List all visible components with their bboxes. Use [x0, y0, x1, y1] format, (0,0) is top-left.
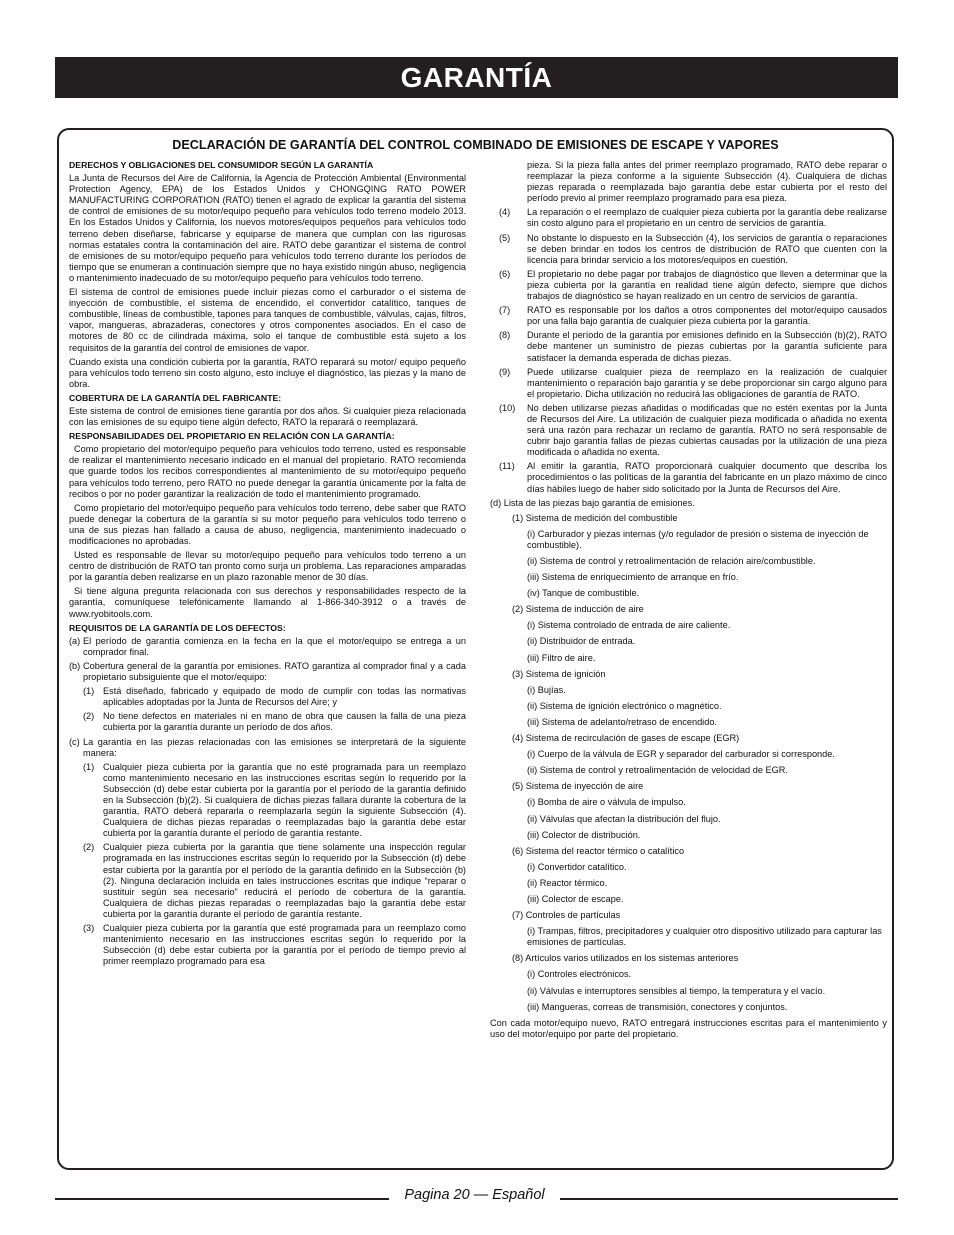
parts-list-item: (i) Trampas, filtros, precipitadores y cualquier otro dispositivo utilizado para capturar las emisiones de partículas.: [527, 926, 882, 948]
item-text: Durante el período de la garantía por emisiones definido en la Subsección (b)(2), RATO debe mantener un suministro de piezas cubiertas por la garantía suficiente para satisfacer la demanda esperada de dichas piezas.: [527, 330, 887, 363]
item-text: Cobertura general de la garantía por emisiones. RATO garantiza al comprador final y a cada propietario subsiguiente que el motor/equipo:: [83, 660, 466, 683]
warranty-box: [57, 128, 894, 1170]
footer-rule-left: [55, 1198, 389, 1200]
paragraph: La Junta de Recursos del Aire de California, la Agencia de Protección Ambiental (Environmental Protection Agency, EPA) de los Estados Unidos y CHONGQING RATO POWER MANUFACTURING CORPORATION (RATO) tienen el agrado de explicar la garantía del sistema de control de emisiones de su motor/equipo pequeño para vehículos todo terreno modelo 2013. En los Estados Unidos y California, los nuevos motores/equipos pequeños para vehículos todo terreno deben diseñarse, fabricarse y equiparse de manera que cumplan con las rigurosas normas estatales contra la contaminación del aire. RATO debe garantizar el sistema de control de emisiones de su motor/equipo pequeño para vehículos todo terreno durante los períodos de tiempo que se enumeran a continuación siempre que no haya existido ningún abuso, negligencia o mantenimiento inadecuado de su motor/equipo pequeño para vehículos todo terreno.: [69, 173, 466, 283]
list-item: [490, 207, 887, 229]
parts-list-item: (i) Bomba de aire o válvula de impulso.: [527, 797, 686, 808]
parts-list-item: (ii) Distribuidor de entrada.: [527, 636, 636, 647]
paragraph: Si tiene alguna pregunta relacionada con sus derechos y responsabilidades respecto de la garantía, comuníquese telefónicamente llamando al 1-866-340-3912 o a través de www.ryobitools.com.: [69, 586, 466, 619]
paragraph: El sistema de control de emisiones puede incluir piezas como el carburador o el sistema de inyección de combustible, el sistema de encendido, el convertidor catalítico, tanques de combustible, líneas de combustible, tapones para tanques de combustible, válvulas, cajas, filtros, vapor, mangueras, abrazaderas, conectores y otros componentes asociados. En el caso de motores de 80 cc de cilindrada máxima, solo el tanque de combustible está sujeto a los requisitos de la garantía del control de emisiones de vapor.: [69, 287, 466, 353]
item-text: El propietario no debe pagar por trabajos de diagnóstico que lleven a determinar que la pieza cubierta por la garantía en realidad tiene algún defecto, siempre que dichos trabajos de diagnóstico se hayan realizado en un centro de servicios de garantía.: [527, 268, 887, 302]
paragraph: Cuando exista una condición cubierta por la garantía, RATO reparará su motor/ equipo pequeño para vehículos todo terreno sin costo alguno, esto incluye el diagnóstico, las piezas y la mano de obra.: [69, 356, 466, 389]
parts-list-item: (iii) Colector de escape.: [527, 893, 624, 904]
list-item: [69, 661, 466, 683]
parts-group-heading: (3) Sistema de ignición: [512, 668, 606, 679]
section-heading: RESPONSABILIDADES DEL PROPIETARIO EN RELACIÓN CON LA GARANTÍA:: [69, 431, 395, 442]
section-heading: COBERTURA DE LA GARANTÍA DEL FABRICANTE:: [69, 392, 282, 403]
parts-list-item: (i) Controles electrónicos.: [527, 969, 632, 980]
parts-list-item: (iii) Sistema de adelanto/retraso de encendido.: [527, 716, 717, 727]
item-number: (6): [499, 268, 511, 279]
parts-group-heading: (2) Sistema de inducción de aire: [512, 604, 644, 615]
parts-list-item: (ii) Reactor térmico.: [527, 877, 608, 888]
list-item: [69, 636, 466, 658]
left-column: [69, 160, 466, 970]
page-footer: [55, 1187, 898, 1203]
list-item: [490, 269, 887, 302]
footer-rule-right: [560, 1198, 898, 1200]
parts-list-item: (i) Cuerpo de la válvula de EGR y separador del carburador si corresponde.: [527, 749, 835, 760]
item-text: No obstante lo dispuesto en la Subsección (4), los servicios de garantía o reparaciones se deben brindar en todos los centros de distribución de RATO que cuenten con la licencia para brindar servicio a los motores/equipos en cuestión.: [527, 232, 887, 265]
parts-list-item: (i) Convertidor catalítico.: [527, 861, 627, 872]
item-text: No tiene defectos en materiales ni en mano de obra que causen la falla de una pieza cubierta por la garantía durante un período de dos años.: [103, 711, 466, 733]
page-title: GARANTÍA: [400, 62, 553, 93]
parts-list-item: (ii) Sistema de control y retroalimentación de velocidad de EGR.: [527, 765, 788, 776]
item-text: Al emitir la garantía, RATO proporcionará cualquier documento que describa los procedimientos o las políticas de la garantía del fabricante en un plazo máximo de cinco días hábiles luego de haber sido solicitado por la Junta de Recursos del Aire.: [527, 461, 887, 494]
list-item: [490, 461, 887, 494]
item-text: No deben utilizarse piezas añadidas o modificadas que no estén exentas por la Junta de Recursos del Aire. La utilización de cualquier pieza modificada o añadida no exenta será una razón para rechazar un reclamo de garantía. RATO no será responsable de cubrir bajo garantía fallas de piezas cubiertas causadas por la utilización de una pieza modificada o añadida no exenta.: [527, 402, 887, 458]
list-item: [69, 923, 466, 967]
item-number: (3): [83, 923, 95, 933]
parts-list-item: (ii) Sistema de control y retroalimentación de relación aire/combustible.: [527, 556, 816, 566]
parts-list-item: (iii) Mangueras, correas de transmisión, conectores y conjuntos.: [527, 1001, 788, 1012]
item-number: (c): [69, 736, 80, 747]
parts-group-heading: (1) Sistema de medición del combustible: [512, 512, 678, 523]
list-item: [69, 737, 466, 759]
paragraph: Usted es responsable de llevar su motor/equipo pequeño para vehículos todo terreno a un centro de distribución de RATO tan pronto como surja un problema. Las reparaciones amparadas por la garantía deben realizarse en un plazo razonable menor de 30 días.: [69, 550, 466, 583]
parts-list-item: (ii) Válvulas que afectan la distribución del flujo.: [527, 813, 721, 824]
paragraph: pieza. Si la pieza falla antes del primer reemplazo programado, RATO debe reparar o reemplazar la pieza conforme a la siguiente Subsección (4). Cualquiera de dichas piezas reparada o reemplazada bajo garantía debe estar cubierta por el resto del período previo al primer reemplazo programado para esa pieza.: [527, 160, 887, 204]
list-item: [490, 403, 887, 458]
paragraph: Como propietario del motor/equipo pequeño para vehículos todo terreno, debe saber que RATO puede denegar la cobertura de la garantía si su motor pequeño para vehículos todo terreno o una de sus piezas han fallado a causa de abuso, negligencia, mantenimiento inadecuado o modificaciones no aprobadas.: [69, 502, 466, 546]
parts-group-heading: (4) Sistema de recirculación de gases de escape (EGR): [512, 733, 740, 744]
page-banner: [55, 57, 898, 98]
item-text: Cualquier pieza cubierta por la garantía que esté programada para un reemplazo como mantenimiento necesario en las instrucciones escritas según lo requerido por la Subsección (d) debe estar cubierta por la garantía por el período de tiempo previo al primer reemplazo programado para esa: [103, 923, 466, 967]
list-item: [69, 711, 466, 733]
item-text: La reparación o el reemplazo de cualquier pieza cubierta por la garantía debe realizarse sin costo alguno para el propietario en un centro de servicios de garantía.: [527, 207, 887, 229]
parts-group-heading: (8) Artículos varios utilizados en los sistemas anteriores: [512, 953, 739, 964]
list-item: [490, 305, 887, 327]
box-title: DECLARACIÓN DE GARANTÍA DEL CONTROL COMBINADO DE EMISIONES DE ESCAPE Y VAPORES: [172, 138, 779, 152]
closing-paragraph: Con cada motor/equipo nuevo, RATO entregará instrucciones escritas para el mantenimiento y uso del motor/equipo por parte del propietario.: [490, 1017, 887, 1039]
item-number: (10): [499, 402, 516, 413]
parts-group-heading: (7) Controles de partículas: [512, 910, 621, 921]
list-item: [490, 330, 887, 363]
item-number: (5): [499, 232, 511, 243]
parts-group-heading: (5) Sistema de inyección de aire: [512, 781, 644, 792]
item-text: RATO es responsable por los daños a otros componentes del motor/equipo causados por una falla bajo garantía de cualquier pieza cubierta por la garantía.: [527, 305, 887, 327]
item-number: (7): [499, 305, 511, 316]
item-number: (1): [83, 686, 95, 697]
parts-list-item: (i) Bujías.: [527, 684, 566, 695]
list-item: [490, 367, 887, 400]
item-number: (2): [83, 842, 95, 853]
item-text: La garantía en las piezas relacionadas con las emisiones se interpretará de la siguiente manera:: [83, 736, 466, 758]
parts-list-item: (iv) Tanque de combustible.: [527, 588, 640, 599]
list-item: [69, 686, 466, 708]
section-heading: DERECHOS Y OBLIGACIONES DEL CONSUMIDOR SEGÚN LA GARANTÍA: [69, 160, 374, 170]
right-column: [490, 160, 887, 1043]
parts-list-item: (iii) Sistema de enriquecimiento de arranque en frío.: [527, 572, 739, 583]
item-text: Puede utilizarse cualquier pieza de reemplazo en la realización de cualquier mantenimiento o reparación bajo garantía y se debe proporcionar sin cargo alguno para el propietario. Dicha utilización no reducirá las obligaciones de garantía de RATO.: [527, 366, 887, 399]
parts-list-item: (i) Carburador y piezas internas (y/o regulador de presión o sistema de inyección de combustible).: [527, 528, 869, 550]
list-item: [490, 233, 887, 266]
parts-list-item: (ii) Sistema de ignición electrónico o magnético.: [527, 700, 722, 711]
item-text: Cualquier pieza cubierta por la garantía que tiene solamente una inspección regular programada en las instrucciones escritas según lo requerido por la Subsección (d) debe estar cubierta por la garantía por el período de la garantía definido en la Subsección (b)(2). Ninguna declaración incluida en tales instrucciones escritas que indique “reparar o sustituir según sea necesario” reducirá el período de cobertura de la garantía. Cualquiera de dichas piezas reparadas o reemplazadas bajo la garantía debe estar cubierta por la garantía durante el período de garantía restante.: [103, 842, 466, 919]
item-text: Está diseñado, fabricado y equipado de modo de cumplir con todas las normativas aplicables adoptadas por la Junta de Recursos del Aire; y: [103, 686, 466, 708]
parts-list-item: (ii) Válvulas e interruptores sensibles al tiempo, la temperatura y el vacío.: [527, 985, 826, 996]
item-number: (8): [499, 330, 511, 341]
page-number: Pagina 20 — Español: [404, 1187, 545, 1203]
parts-list-item: (iii) Colector de distribución.: [527, 829, 641, 840]
parts-group-heading: (6) Sistema del reactor térmico o catalítico: [512, 845, 685, 856]
item-text: El período de garantía comienza en la fecha en la que el motor/equipo se entrega a un comprador final.: [83, 635, 466, 657]
parts-list-item: (iii) Filtro de aire.: [527, 652, 596, 663]
list-item: [69, 762, 466, 840]
section-heading: REQUISITOS DE LA GARANTÍA DE LOS DEFECTOS:: [69, 622, 286, 633]
list-item: [69, 842, 466, 920]
item-number: (2): [83, 711, 95, 722]
paragraph: Como propietario del motor/equipo pequeño para vehículos todo terreno, usted es responsable de realizar el mantenimiento necesario indicado en el manual del propietario. RATO recomienda que guarde todos los recibos correspondientes al mantenimiento de su motor/equipo pequeño para vehículos todo terreno, pero RATO no puede denegar la garantía únicamente por la falta de recibos o por no poder garantizar la realización de todo el mantenimiento programado.: [69, 444, 466, 499]
item-number: (9): [499, 366, 511, 377]
item-number: (1): [83, 761, 95, 772]
paragraph: Este sistema de control de emisiones tiene garantía por dos años. Si cualquier pieza relacionada con las emisiones de su equipo tiene algún defecto, RATO la reparará o reemplazará.: [69, 405, 466, 428]
item-number: (a): [69, 635, 81, 646]
item-text: Cualquier pieza cubierta por la garantía que no esté programada para un reemplazo como mantenimiento necesario en las instrucciones escritas según lo requerido por la Subsección (d) debe estar cubierta por la garantía por el período de la garantía definido en la Subsección (b)(2). Si cualquiera de dichas piezas fallara durante la cobertura de la garantía, RATO deberá repararla o reemplazarla según la siguiente Subsección (4). Cualquiera de dichas piezas reparadas o reemplazadas bajo la garantía debe estar cubierta por la garantía durante el período de garantía restante.: [103, 761, 466, 839]
item-number: (4): [499, 207, 511, 218]
item-number: (b): [69, 660, 81, 671]
parts-list-heading: (d) Lista de las piezas bajo garantía de emisiones.: [490, 497, 695, 508]
parts-list-item: (i) Sistema controlado de entrada de aire caliente.: [527, 620, 731, 631]
item-number: (11): [499, 461, 515, 472]
